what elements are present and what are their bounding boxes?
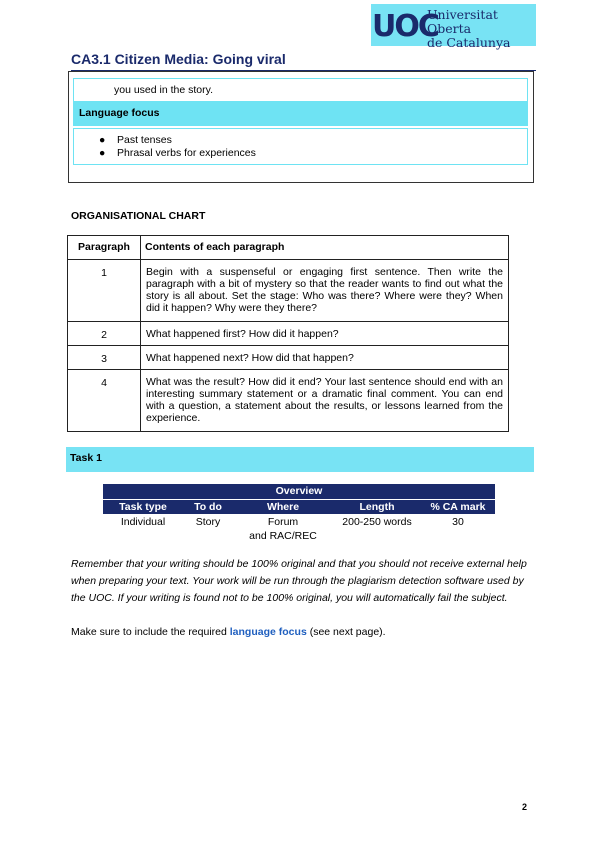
col-where: Where [266, 501, 300, 513]
org-chart-heading: ORGANISATIONAL CHART [71, 210, 206, 222]
row-text: Begin with a suspenseful or engaging first sentence. Then write the paragraph with a bit of mystery so that the reader wants to find out what the story is all about. Set the stage: Who was there? Where were they? When did it happen? Why were they there? [141, 260, 509, 322]
continued-text: you used in the story. [73, 78, 528, 102]
table-header-row [68, 236, 509, 260]
col-ca-mark: % CA mark [430, 501, 486, 513]
uoc-logo-letters: UOC [372, 9, 438, 44]
row-text: What was the result? How did it end? Your last sentence should end with an interesting summary statement or a dramatic final comment. You can end with a question, a statement about the results, or lessons learned from the experience. [141, 370, 509, 432]
table-row [68, 346, 509, 370]
overview-header-row [103, 499, 495, 514]
task-heading: Task 1 [66, 447, 534, 472]
language-focus-link[interactable]: language focus [229, 626, 307, 638]
col-paragraph: Paragraph [68, 236, 141, 260]
overview-table [103, 484, 495, 543]
list-item: ● Phrasal verbs for experiences [99, 147, 256, 159]
val-length: 200-250 words [342, 516, 412, 528]
language-focus-list [73, 128, 528, 165]
row-number: 1 [68, 260, 141, 322]
val-to-do: Story [195, 516, 221, 528]
page-number: 2 [522, 802, 528, 812]
table-row [68, 370, 509, 432]
col-contents: Contents of each paragraph [141, 236, 509, 260]
val-task-type: Individual [120, 516, 166, 528]
logo-line-1: Universitat Oberta [427, 7, 498, 36]
row-number: 2 [68, 322, 141, 346]
bullet-icon: ● [99, 147, 106, 159]
org-chart-table [67, 235, 509, 432]
row-number: 4 [68, 370, 141, 432]
list-item: ● Past tenses [99, 134, 172, 146]
row-text: What happened first? How did it happen? [141, 322, 509, 346]
uoc-logo [371, 4, 536, 50]
language-box [68, 71, 534, 183]
page-title: CA3.1 Citizen Media: Going viral [71, 51, 286, 67]
val-where: Forum and RAC/REC [249, 516, 317, 542]
make-sure-text: Make sure to include the required language focus (see next page). [71, 626, 386, 638]
col-length: Length [359, 501, 395, 513]
table-row [68, 322, 509, 346]
val-ca-mark: 30 [452, 516, 464, 528]
overview-title: Overview [103, 484, 495, 499]
logo-line-2: de Catalunya [427, 35, 511, 50]
overview-value-row [103, 514, 495, 543]
col-to-do: To do [194, 501, 222, 513]
bullet-icon: ● [99, 134, 106, 146]
uoc-logo-mark [371, 4, 438, 46]
plagiarism-notice: Remember that your writing should be 100% original and that you should not receive external help when preparing your text. Your work will be run through the plagiarism detection software used by the UOC. If your writing is found not to be 100% original, you will automatically fail the subject. [71, 558, 527, 604]
language-focus-heading: Language focus [73, 101, 528, 126]
row-text: What happened next? How did that happen? [141, 346, 509, 370]
col-task-type: Task type [119, 501, 167, 513]
table-row [68, 260, 509, 322]
row-number: 3 [68, 346, 141, 370]
uoc-logo-text [427, 8, 536, 50]
